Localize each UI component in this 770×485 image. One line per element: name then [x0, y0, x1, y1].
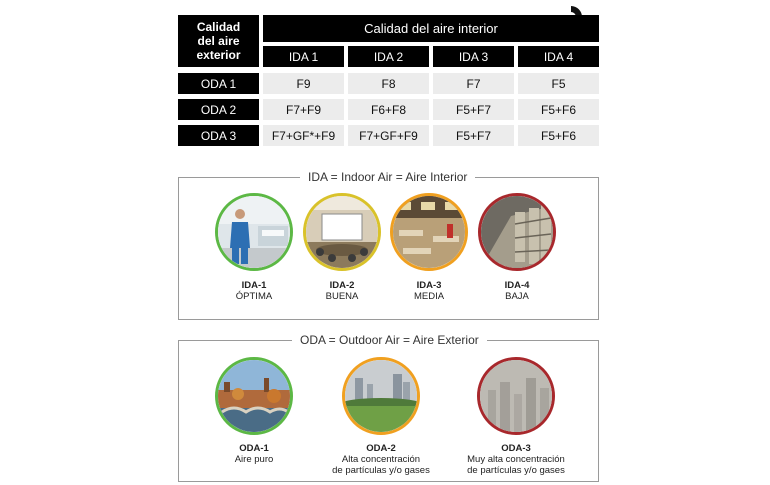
ida-4-label: [478, 280, 556, 302]
table-cell: F7+GF*+F9: [263, 125, 344, 146]
row-header-oda-3: ODA 3: [178, 125, 259, 146]
oda-1-photo: [215, 357, 293, 435]
column-header-ida-2: IDA 2: [348, 46, 429, 67]
ida-3-photo: [390, 193, 468, 271]
table-cell: F7: [433, 73, 514, 94]
table-cell: F8: [348, 73, 429, 94]
meeting-room-image: [306, 196, 378, 268]
city-river-image: [218, 360, 290, 432]
oda-2-label: [316, 443, 446, 476]
oda-1-code: ODA-1: [239, 443, 269, 454]
column-header-ida-4: IDA 4: [518, 46, 599, 67]
column-header-ida-3: IDA 3: [433, 46, 514, 67]
oda-legend-title: ODA = Outdoor Air = Aire Exterior: [292, 333, 487, 347]
table-cell: F9: [263, 73, 344, 94]
oda-2-desc-line-2: de partículas y/o gases: [332, 465, 430, 476]
oda-1-desc-line-1: Aire puro: [234, 454, 274, 465]
interior-air-header: Calidad del aire interior: [263, 15, 599, 42]
ida-1-code: IDA-1: [241, 280, 267, 291]
ida-2-desc: BUENA: [325, 291, 359, 302]
exterior-header-line-2: del aire: [197, 34, 240, 48]
ida-2-label: [303, 280, 381, 302]
table-cell: F7+GF+F9: [348, 125, 429, 146]
oda-2-photo: [342, 357, 420, 435]
ida-1-desc: ÓPTIMA: [235, 291, 273, 302]
ida-2-photo: [303, 193, 381, 271]
ida-3-desc: MEDIA: [413, 291, 445, 302]
table-cell: F7+F9: [263, 99, 344, 120]
oda-3-photo: [477, 357, 555, 435]
ida-1-photo: [215, 193, 293, 271]
row-header-oda-1: ODA 1: [178, 73, 259, 94]
ida-legend-title: IDA = Indoor Air = Aire Interior: [300, 170, 475, 184]
oda-3-code: ODA-3: [501, 443, 531, 454]
ida-2-code: IDA-2: [329, 280, 355, 291]
ida-4-code: IDA-4: [504, 280, 530, 291]
table-cell: F6+F8: [348, 99, 429, 120]
table-cell: F5: [518, 73, 599, 94]
archive-shelves-image: [481, 196, 553, 268]
ida-4-photo: [478, 193, 556, 271]
hospital-room-image: [218, 196, 290, 268]
ida-3-code: IDA-3: [416, 280, 442, 291]
table-cell: F5+F6: [518, 125, 599, 146]
column-header-ida-1: IDA 1: [263, 46, 344, 67]
cafeteria-image: [393, 196, 465, 268]
oda-3-desc-line-1: Muy alta concentración: [467, 454, 565, 465]
smog-city-image: [480, 360, 552, 432]
ida-1-label: [215, 280, 293, 302]
oda-2-desc-line-1: Alta concentración: [341, 454, 421, 465]
ida-3-label: [390, 280, 468, 302]
ida-4-desc: BAJA: [505, 291, 529, 302]
exterior-header-line-1: Calidad: [196, 20, 241, 34]
oda-3-label: [451, 443, 581, 476]
oda-3-desc-line-2: de partículas y/o gases: [467, 465, 565, 476]
oda-1-label: [200, 443, 308, 465]
hazy-park-image: [345, 360, 417, 432]
row-header-oda-2: ODA 2: [178, 99, 259, 120]
oda-2-code: ODA-2: [366, 443, 396, 454]
table-cell: F5+F6: [518, 99, 599, 120]
exterior-header-line-3: exterior: [196, 48, 241, 62]
exterior-air-header: [178, 15, 259, 67]
table-cell: F5+F7: [433, 99, 514, 120]
table-cell: F5+F7: [433, 125, 514, 146]
